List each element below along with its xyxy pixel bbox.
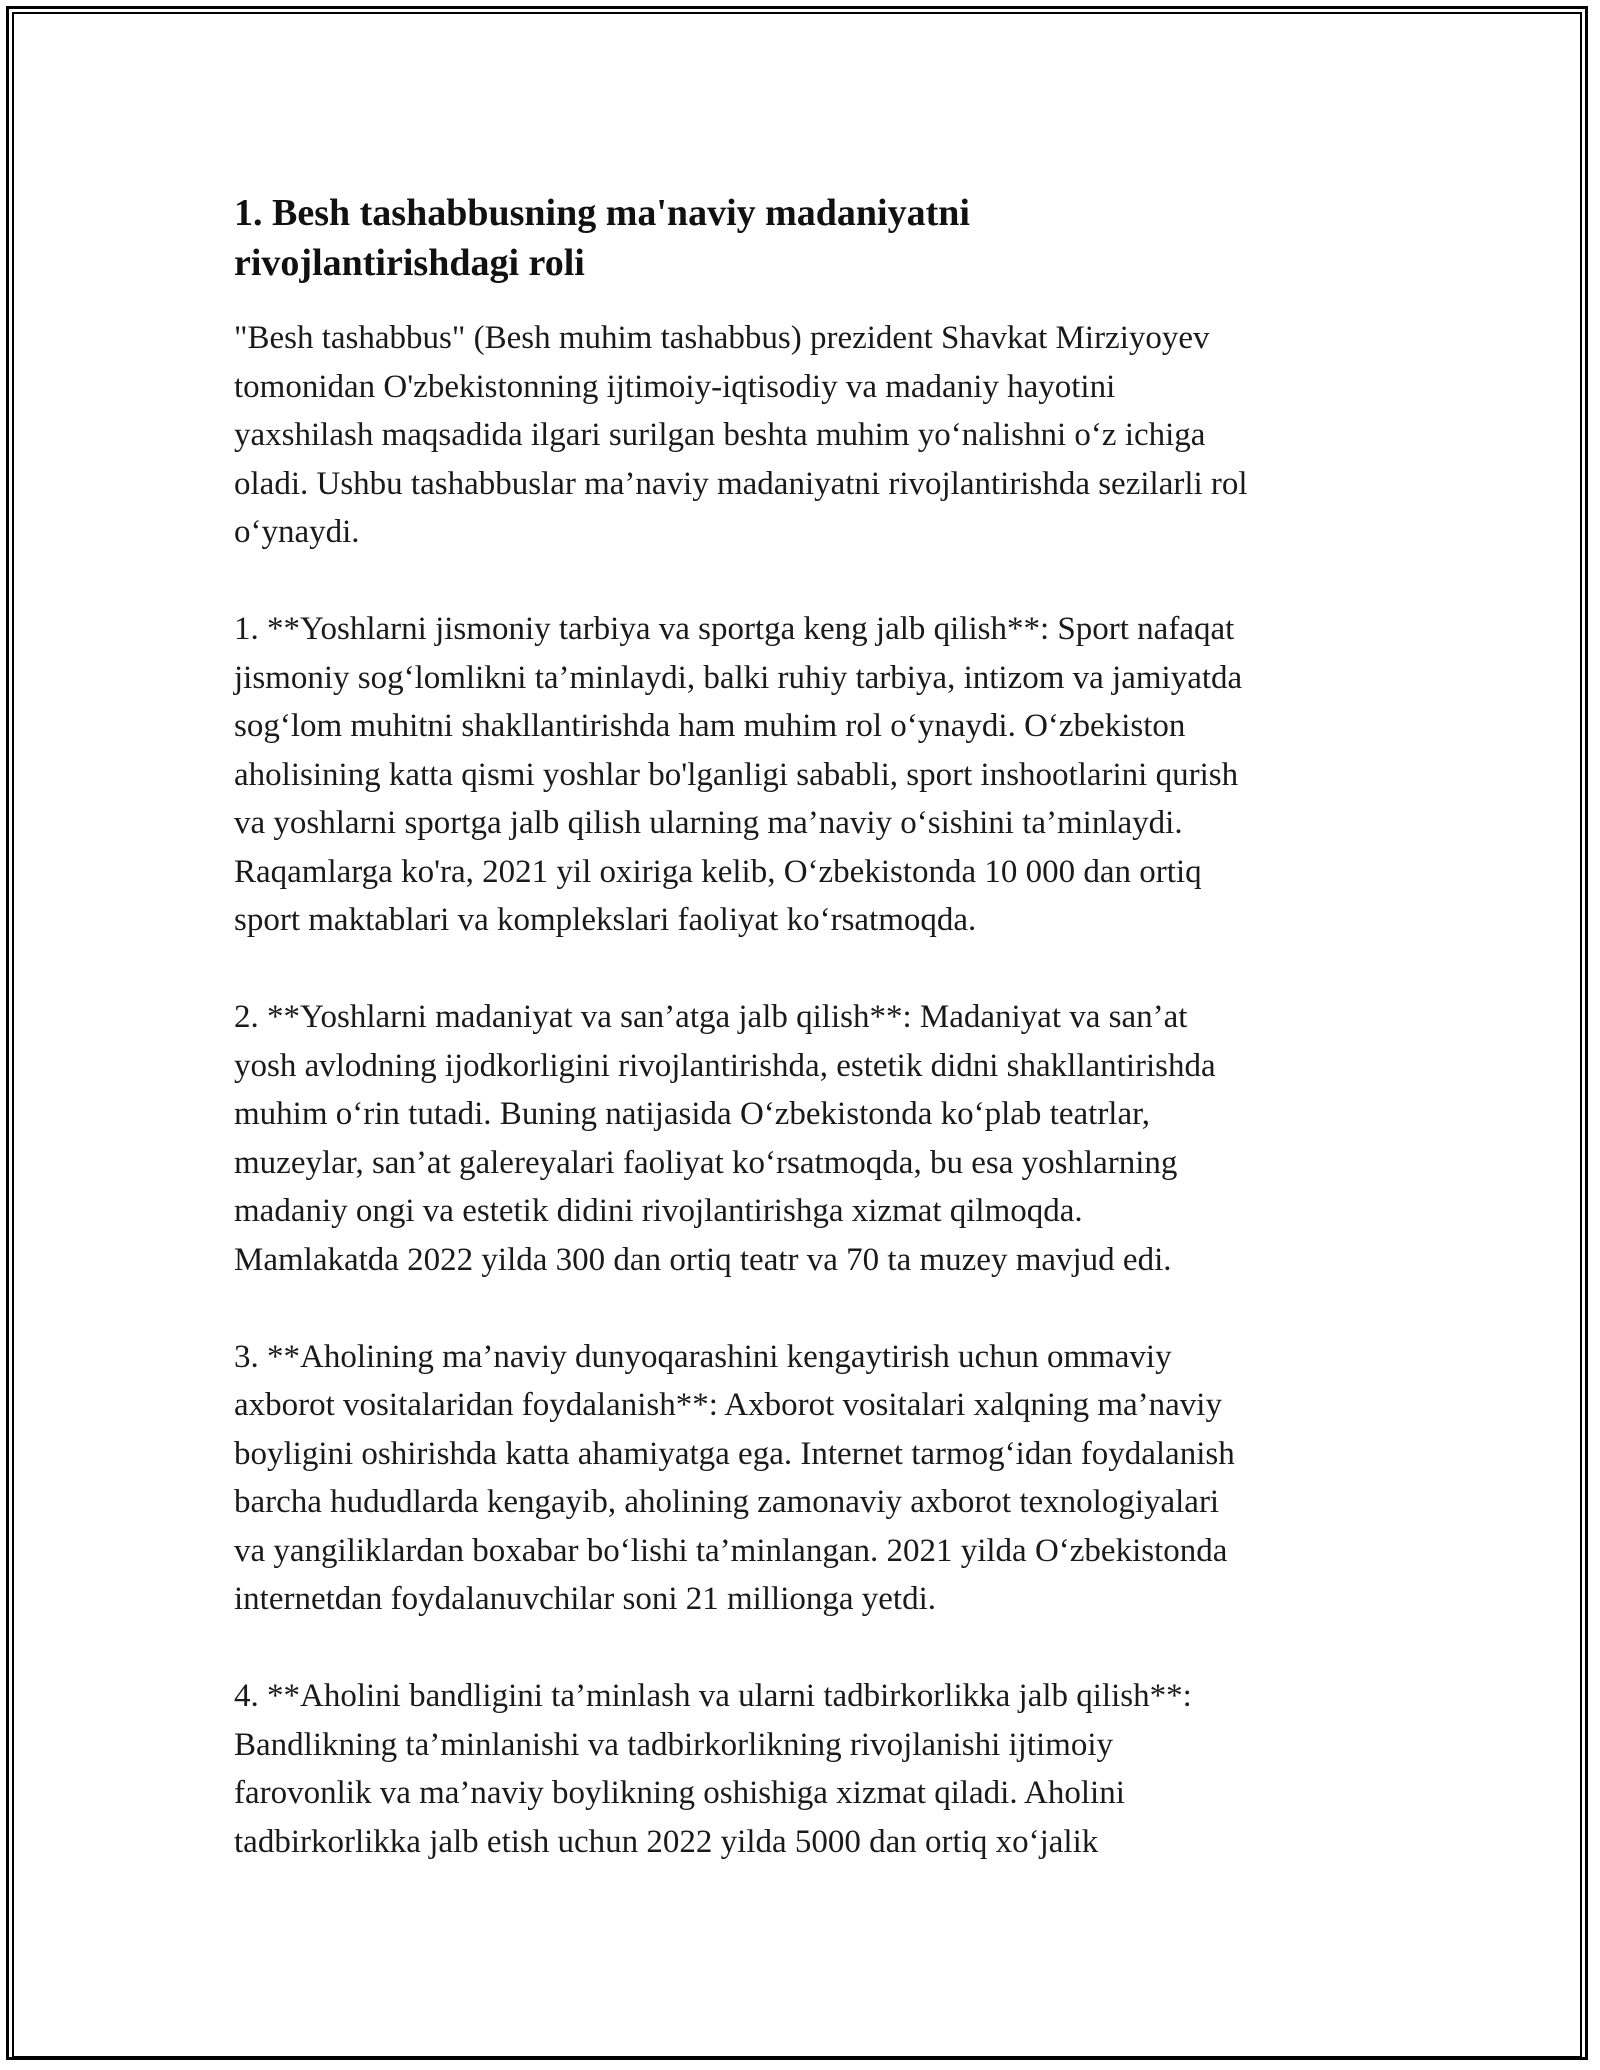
text-line: "Besh tashabbus" (Besh muhim tashabbus) prezident Shavkat Mirziyoyev [234,320,1210,356]
text-line: jismoniy sog‘lomlikni ta’minlaydi, balki ruhiy tarbiya, intizom va jamiyatda [234,659,1243,696]
text-line: tadbirkorlikka jalb etish uchun 2022 yilda 5000 dan ortiq xo‘jalik [234,1823,1099,1860]
text-line: internetdan foydalanuvchilar soni 21 millionga yetdi. [234,1581,936,1617]
text-line: Raqamlarga ko'ra, 2021 yil oxiriga kelib, O‘zbekistonda 10 000 dan ortiq [234,853,1202,890]
text-line: sog‘lom muhitni shakllantirishda ham muhim rol o‘ynaydi. O‘zbekiston [234,708,1186,744]
text-line: sport maktablari va komplekslari faoliyat ko‘rsatmoqda. [234,902,977,938]
text-line: Mamlakatda 2022 yilda 300 dan ortiq teatr va 70 ta muzey mavjud edi. [234,1241,1172,1278]
title-line: 1. Besh tashabbusning ma'naviy madaniyatni [234,192,970,234]
text-line: farovonlik va ma’naviy boylikning oshishiga xizmat qiladi. Aholini [234,1775,1125,1811]
intro-paragraph [234,314,1374,557]
document-title [234,188,1374,288]
text-line: va yangiliklardan boxabar bo‘lishi ta’minlangan. 2021 yilda O‘zbekistonda [234,1532,1228,1569]
text-line: 1. **Yoshlarni jismoniy tarbiya va sportga keng jalb qilish**: Sport nafaqat [234,611,1235,647]
text-line: va yoshlarni sportga jalb qilish ularning ma’naviy o‘sishini ta’minlaydi. [234,805,1183,841]
document-body [234,188,1374,1866]
text-line: axborot vositalaridan foydalanish**: Axborot vositalari xalqning ma’naviy [234,1387,1222,1423]
text-line: 3. **Aholining ma’naviy dunyoqarashini kengaytirish uchun ommaviy [234,1338,1172,1375]
text-line: oladi. Ushbu tashabbuslar ma’naviy madaniyatni rivojlantirishda sezilarli rol [234,465,1248,502]
text-line: tomonidan O'zbekistonning ijtimoiy-iqtisodiy va madaniy hayotini [234,368,1116,405]
text-line: aholisining katta qismi yoshlar bo'lganligi sababli, sport inshootlarini qurish [234,756,1239,793]
text-line: madaniy ongi va estetik didini rivojlantirishga xizmat qilmoqda. [234,1193,1083,1229]
text-line: barcha hududlarda kengayib, aholining zamonaviy axborot texnologiyalari [234,1484,1220,1520]
text-line: o‘ynaydi. [234,514,360,550]
text-line: muhim o‘rin tutadi. Buning natijasida O‘zbekistonda ko‘plab teatrlar, [234,1096,1151,1132]
text-line: Bandlikning ta’minlanishi va tadbirkorlikning rivojlanishi ijtimoiy [234,1726,1113,1763]
section-4-paragraph [234,1672,1374,1866]
section-1-paragraph [234,605,1374,945]
text-line: yosh avlodning ijodkorligini rivojlantirishda, estetik didni shakllantirishda [234,1047,1216,1084]
text-line: 2. **Yoshlarni madaniyat va san’atga jalb qilish**: Madaniyat va san’at [234,999,1188,1035]
section-2-paragraph [234,993,1374,1284]
text-line: 4. **Aholini bandligini ta’minlash va ularni tadbirkorlikka jalb qilish**: [234,1678,1192,1714]
section-3-paragraph [234,1333,1374,1624]
text-line: boyligini oshirishda katta ahamiyatga ega. Internet tarmog‘idan foydalanish [234,1435,1235,1472]
text-line: muzeylar, san’at galereyalari faoliyat ko‘rsatmoqda, bu esa yoshlarning [234,1144,1178,1181]
title-line: rivojlantirishdagi roli [234,242,585,284]
text-line: yaxshilash maqsadida ilgari surilgan beshta muhim yo‘nalishni o‘z ichiga [234,417,1206,453]
